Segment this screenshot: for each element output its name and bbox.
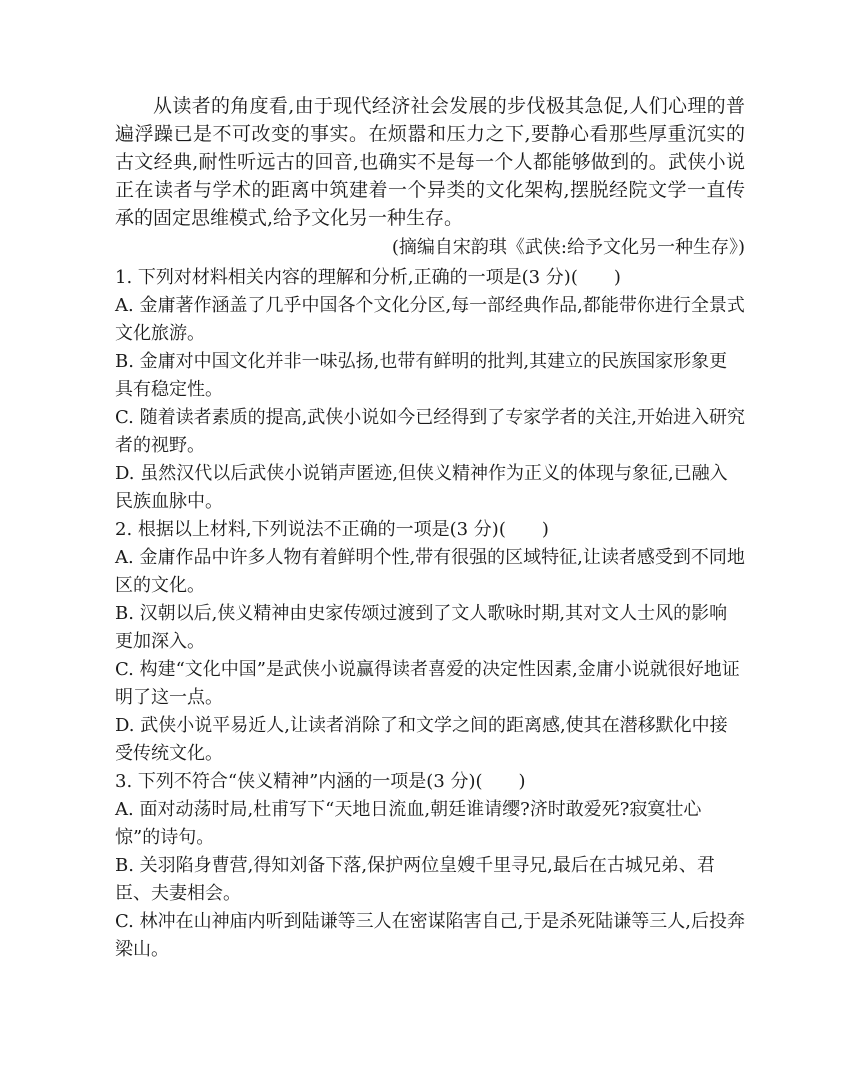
question-3-stem: 3. 下列不符合“侠义精神”内涵的一项是(3 分)( ) — [115, 771, 526, 792]
question-2 — [115, 516, 745, 768]
question-2-stem: 2. 根据以上材料,下列说法不正确的一项是(3 分)( ) — [115, 519, 549, 540]
question-1-option-c: C. 随着读者素质的提高,武侠小说如今已经得到了专家学者的关注,开始进入研究者的视野。 — [115, 407, 746, 456]
question-1-option-b: B. 金庸对中国文化并非一味弘扬,也带有鲜明的批判,其建立的民族国家形象更具有稳定性。 — [115, 351, 728, 400]
question-2-option-a: A. 金庸作品中许多人物有着鲜明个性,带有很强的区域特征,让读者感受到不同地区的文化。 — [115, 547, 745, 596]
passage-paragraph: 从读者的角度看,由于现代经济社会发展的步伐极其急促,人们心理的普遍浮躁已是不可改变的事实。在烦嚣和压力之下,要静心看那些厚重沉实的古文经典,耐性听远古的回音,也确实不是每一个人都能够做到的。武侠小说正在读者与学术的距离中筑建着一个异类的文化架构,摆脱经院文学一直传承的固定思维模式,给予文化另一种生存。 — [115, 95, 745, 229]
question-1 — [115, 264, 745, 516]
question-2-option-d: D. 武侠小说平易近人,让读者消除了和文学之间的距离感,使其在潜移默化中接受传统文化。 — [115, 715, 728, 764]
question-3-option-a: A. 面对动荡时局,杜甫写下“天地日流血,朝廷谁请缨?济时敢爱死?寂寞壮心惊”的诗句。 — [115, 799, 702, 848]
question-3-option-b: B. 关羽陷身曹营,得知刘备下落,保护两位皇嫂千里寻兄,最后在古城兄弟、君臣、夫妻相会。 — [115, 855, 715, 904]
question-3-option-c: C. 林冲在山神庙内听到陆谦等三人在密谋陷害自己,于是杀死陆谦等三人,后投奔梁山。 — [115, 911, 746, 960]
question-1-option-a: A. 金庸著作涵盖了几乎中国各个文化分区,每一部经典作品,都能带你进行全景式文化旅游。 — [115, 295, 745, 344]
passage-source: (摘编自宋韵琪《武侠:给予文化另一种生存》) — [391, 237, 745, 258]
question-1-option-d: D. 虽然汉代以后武侠小说销声匿迹,但侠义精神作为正义的体现与象征,已融入民族血脉中。 — [115, 463, 728, 512]
document-page — [115, 92, 745, 964]
question-2-option-c: C. 构建“文化中国”是武侠小说赢得读者喜爱的决定性因素,金庸小说就很好地证明了这一点。 — [115, 659, 740, 708]
question-3 — [115, 768, 745, 964]
question-2-option-b: B. 汉朝以后,侠义精神由史家传颂过渡到了文人歌咏时期,其对文人士风的影响更加深入。 — [115, 603, 728, 652]
question-1-stem: 1. 下列对材料相关内容的理解和分析,正确的一项是(3 分)( ) — [115, 267, 621, 288]
